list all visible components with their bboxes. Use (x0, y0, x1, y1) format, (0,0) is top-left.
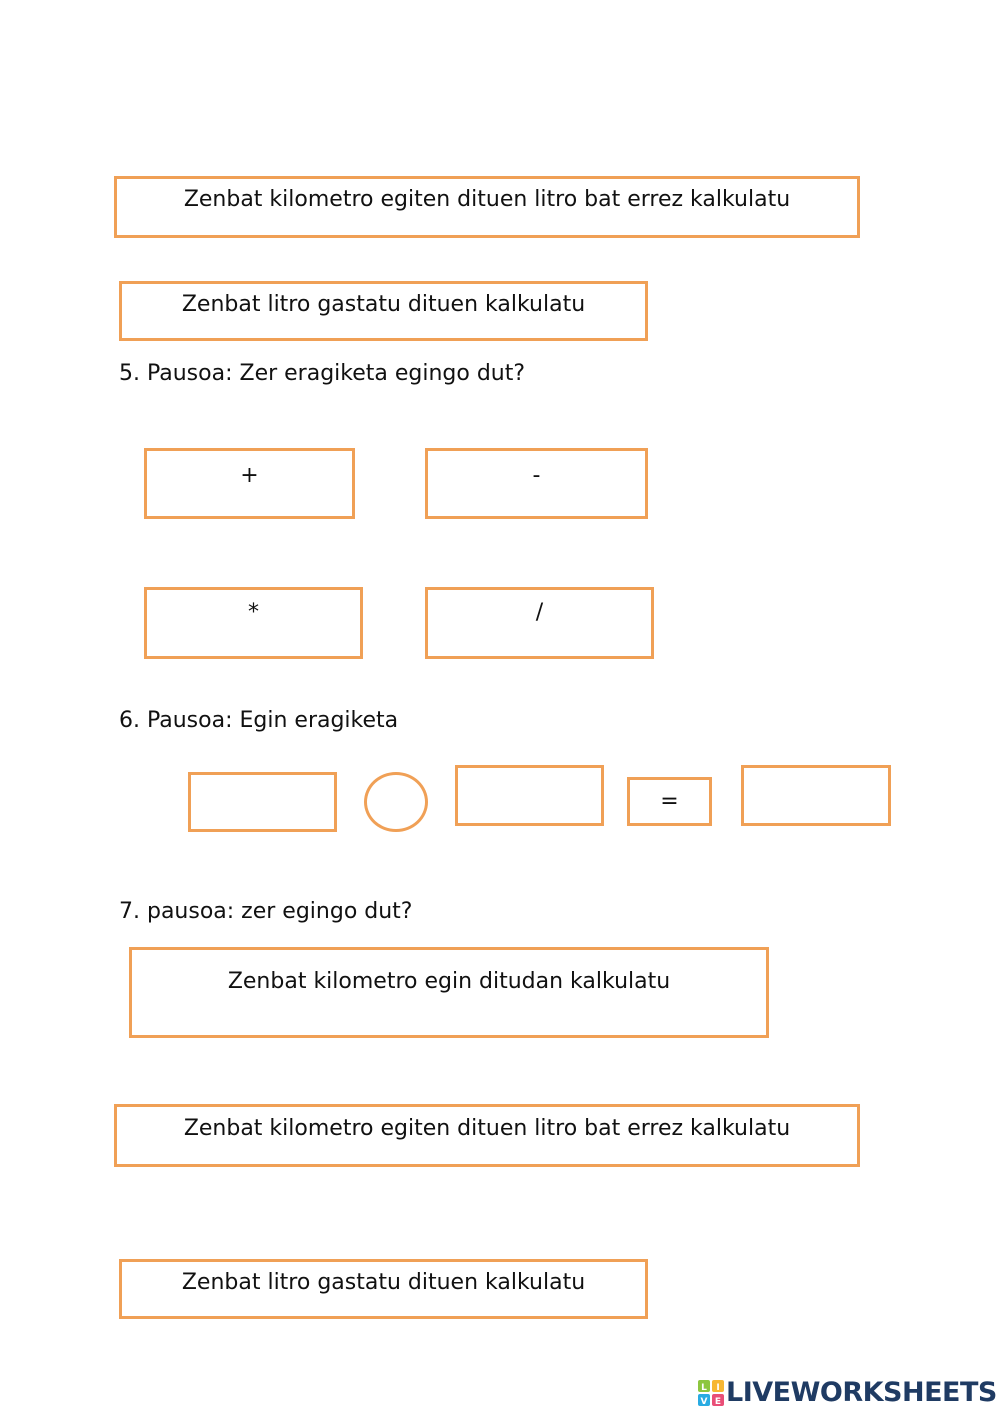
operand-2-field[interactable] (455, 765, 604, 826)
step7-title: 7. pausoa: zer egingo dut? (119, 899, 413, 924)
operator-box-plus[interactable] (144, 448, 355, 519)
operator-drop-circle[interactable] (364, 772, 428, 832)
result-field[interactable] (741, 765, 891, 826)
svg-text:E: E (714, 1397, 722, 1406)
svg-text:L: L (701, 1383, 707, 1393)
operator-label: - (532, 463, 541, 488)
option-box-km-per-litre[interactable] (114, 176, 860, 238)
step5-title: 5. Pausoa: Zer eragiketa egingo dut? (119, 361, 526, 386)
operator-box-minus[interactable] (425, 448, 648, 519)
option-box-km-done[interactable] (129, 947, 769, 1038)
option-box-litres-used[interactable] (119, 281, 648, 341)
liveworksheets-logo (698, 1378, 997, 1408)
operator-label: + (240, 463, 259, 488)
option-label: Zenbat kilometro egiten dituen litro bat errez kalkulatu (183, 1116, 791, 1141)
option-label: Zenbat kilometro egiten dituen litro bat errez kalkulatu (183, 187, 791, 212)
operator-label: * (248, 600, 259, 625)
svg-text:V: V (700, 1397, 708, 1406)
operator-label: / (535, 600, 544, 625)
liveworksheets-logo-text: LIVEWORKSHEETS (726, 1377, 997, 1408)
option-box-km-per-litre-2[interactable] (114, 1104, 860, 1167)
equals-box (627, 777, 712, 826)
operand-1-field[interactable] (188, 772, 337, 832)
operator-box-divide[interactable] (425, 587, 654, 659)
option-label: Zenbat litro gastatu dituen kalkulatu (181, 292, 586, 317)
option-label: Zenbat kilometro egin ditudan kalkulatu (227, 969, 671, 994)
operator-box-multiply[interactable] (144, 587, 363, 659)
liveworksheets-logo-icon (698, 1380, 724, 1406)
option-label: Zenbat litro gastatu dituen kalkulatu (181, 1270, 586, 1295)
equals-label: = (660, 789, 679, 814)
svg-text:I: I (716, 1383, 720, 1393)
step6-title: 6. Pausoa: Egin eragiketa (119, 708, 399, 733)
option-box-litres-used-2[interactable] (119, 1259, 648, 1319)
